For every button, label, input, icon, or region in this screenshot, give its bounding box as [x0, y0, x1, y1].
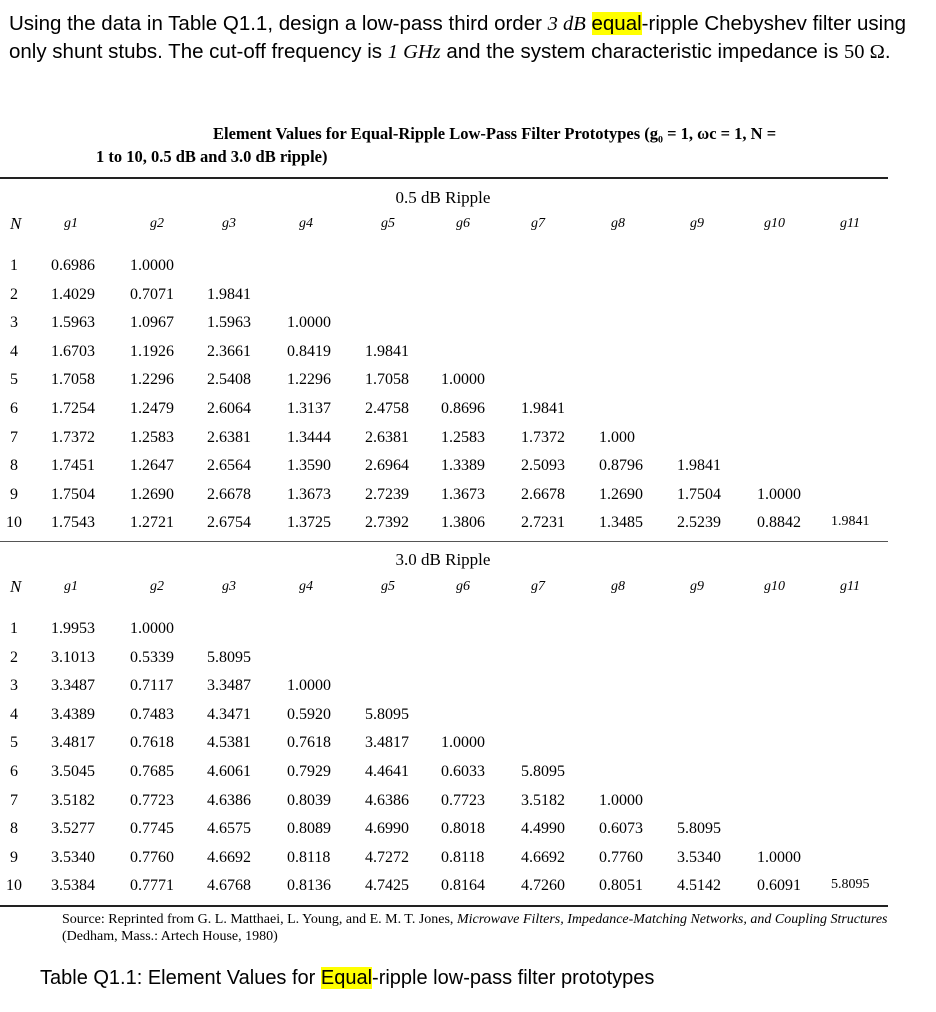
column-header: g11: [840, 216, 860, 231]
table-cell: 0.7723: [441, 791, 485, 809]
table-cell: 4.6575: [207, 820, 251, 838]
source-book-title: Microwave Filters, Impedance-Matching Networks, and Coupling Structures: [456, 912, 888, 927]
table-cell: 1.7058: [365, 371, 409, 389]
table-cell: 1.9841: [365, 342, 409, 360]
table-cell: 3.4817: [365, 734, 409, 752]
table-cell: 1.2647: [130, 457, 174, 475]
table-cell: 1.3673: [441, 485, 485, 503]
table-cell: 1.0000: [441, 734, 485, 752]
table-cell: 0.7483: [130, 705, 174, 723]
table-cell: 1.9841: [521, 400, 565, 417]
table-cell: 0.8118: [287, 848, 331, 866]
row-index-cell: 1: [10, 620, 18, 637]
row-index-cell: 8: [10, 457, 18, 475]
table-cell: 2.7239: [365, 485, 409, 503]
section-separator-rule: [0, 541, 888, 542]
table-cell: 4.7425: [365, 877, 409, 895]
table-cell: 4.6061: [207, 763, 251, 780]
table-cell: 0.6033: [441, 763, 485, 780]
table-cell: 0.8164: [441, 877, 485, 895]
table-cell: 0.8051: [599, 877, 643, 895]
column-header: g5: [381, 216, 395, 231]
row-index-cell: 6: [10, 400, 18, 417]
table-cell: 1.0000: [287, 677, 331, 695]
table-cell: 1.3806: [441, 514, 485, 532]
table-cell: 1.3725: [287, 514, 331, 532]
table-cell: 0.7618: [287, 734, 331, 752]
table-cell: 0.8018: [441, 820, 485, 838]
column-header: N: [10, 214, 22, 233]
table-cell: 0.8419: [287, 342, 331, 360]
column-header: N: [10, 577, 22, 596]
table-cell: 1.0967: [130, 314, 174, 332]
row-index-cell: 3: [10, 677, 18, 695]
section-title: [0, 188, 936, 208]
table-cell: 1.5963: [51, 314, 95, 332]
question-period: .: [884, 40, 891, 63]
table-cell: 0.8136: [287, 877, 331, 895]
table-cell: 1.7504: [51, 485, 95, 503]
table-cell: 3.1013: [51, 648, 95, 666]
table-cell: 1.3673: [287, 485, 331, 503]
row-index-cell: 7: [10, 428, 18, 446]
table-cell: 1.2583: [441, 428, 485, 446]
column-header: g2: [150, 216, 164, 231]
table-cell: 2.6381: [365, 428, 409, 446]
table-title-line1: Element Values for Equal-Ripple Low-Pass Filter Prototypes (g₀ = 1, ωc = 1, N =: [213, 124, 777, 143]
table-cell: 0.7071: [130, 285, 174, 303]
source-suffix: (Dedham, Mass.: Artech House, 1980): [62, 929, 278, 944]
table-cell: 4.5142: [677, 877, 721, 895]
table-cell: 1.7372: [521, 428, 565, 446]
column-header: g11: [840, 579, 860, 594]
table-cell: 1.9841: [207, 285, 251, 303]
caption-highlighted-word: Equal: [320, 967, 373, 989]
table-cell: 1.7372: [51, 428, 95, 446]
table-cell: 1.4029: [51, 285, 95, 303]
table-cell: 0.5339: [130, 648, 174, 666]
table-cell: 1.0000: [287, 314, 331, 332]
table-cell: 5.8095: [207, 648, 251, 666]
table-cell: 1.5963: [207, 314, 251, 332]
column-header: g6: [456, 579, 470, 594]
table-cell: 5.8095: [365, 705, 409, 723]
table-cell: 4.6692: [207, 848, 251, 866]
table-cell: 2.6678: [207, 485, 251, 503]
table-cell: 3.3487: [51, 677, 95, 695]
column-header: g1: [64, 579, 78, 594]
table-cell: 0.7760: [130, 848, 174, 866]
table-cell: 1.7543: [51, 514, 95, 532]
column-header: g7: [531, 216, 545, 231]
table-cell: 3.3487: [207, 677, 251, 695]
table-cell: 3.5182: [51, 791, 95, 809]
table-source-note: [62, 911, 902, 945]
table-cell: 1.3137: [287, 400, 331, 417]
question-part: -ripple Chebyshev filter using only shunt stubs. The cut-off frequency is: [9, 12, 907, 63]
row-index-cell: 4: [10, 342, 18, 360]
table-cell: 0.8842: [757, 514, 801, 532]
table-cell: 2.5408: [207, 371, 251, 389]
table-cell: 1.7451: [51, 457, 95, 475]
row-index-cell: 3: [10, 314, 18, 332]
table-cell: 1.7504: [677, 485, 721, 503]
table-cell: 1.6703: [51, 342, 95, 360]
table-cell: 1.9841: [831, 514, 870, 530]
column-header: g6: [456, 216, 470, 231]
table-cell: 0.8696: [441, 400, 485, 417]
section-title-text: 3.0 dB Ripple: [395, 550, 491, 569]
table-cell: 5.8095: [521, 763, 565, 780]
table-cell: 1.3389: [441, 457, 485, 475]
table-cell: 1.0000: [130, 257, 174, 274]
column-header: g8: [611, 579, 625, 594]
table-cell: 4.6386: [207, 791, 251, 809]
column-header: g10: [764, 579, 785, 594]
table-cell: 1.1926: [130, 342, 174, 360]
row-index-cell: 6: [10, 763, 18, 780]
row-index-cell: 5: [10, 371, 18, 389]
table-cell: 2.6964: [365, 457, 409, 475]
table-cell: 1.0000: [441, 371, 485, 389]
column-header: g4: [299, 216, 313, 231]
table-cell: 1.2296: [287, 371, 331, 389]
row-index-cell: 2: [10, 648, 18, 666]
table-cell: 2.6564: [207, 457, 251, 475]
column-header: g5: [381, 579, 395, 594]
row-index-cell: 8: [10, 820, 18, 838]
table-cell: 4.4641: [365, 763, 409, 780]
table-cell: 0.6986: [51, 257, 95, 274]
math-1ghz: 1 GHz: [387, 41, 441, 63]
table-cell: 1.2690: [599, 485, 643, 503]
table-cell: 4.6386: [365, 791, 409, 809]
table-cell: 2.4758: [365, 400, 409, 417]
table-cell: 1.0000: [599, 791, 643, 809]
table-cell: 2.6754: [207, 514, 251, 532]
table-cell: 0.5920: [287, 705, 331, 723]
top-rule: [0, 177, 888, 179]
table-cell: 0.8118: [441, 848, 485, 866]
table-title-line2: 1 to 10, 0.5 dB and 3.0 dB ripple): [96, 147, 328, 166]
table-cell: 0.8039: [287, 791, 331, 809]
table-cell: 4.3471: [207, 705, 251, 723]
question-text: [9, 10, 909, 66]
table-cell: 3.5384: [51, 877, 95, 895]
table-cell: 4.7272: [365, 848, 409, 866]
table-cell: 1.2690: [130, 485, 174, 503]
table-cell: 0.7771: [130, 877, 174, 895]
section-title-text: 0.5 dB Ripple: [395, 188, 491, 207]
table-cell: 1.3485: [599, 514, 643, 532]
question-space: [586, 12, 592, 35]
table-cell: 3.5340: [677, 848, 721, 866]
column-header: g10: [764, 216, 785, 231]
table-cell: 1.2721: [130, 514, 174, 532]
row-index-cell: 10: [6, 877, 22, 895]
math-3db: 3 dB: [547, 13, 586, 35]
table-cell: 3.5182: [521, 791, 565, 809]
column-header: g4: [299, 579, 313, 594]
column-header: g1: [64, 216, 78, 231]
table-cell: 0.7723: [130, 791, 174, 809]
table-cell: 0.8796: [599, 457, 643, 475]
table-cell: 2.7392: [365, 514, 409, 532]
table-cell: 4.4990: [521, 820, 565, 838]
math-50ohm: 50 Ω: [844, 41, 885, 63]
bottom-rule: [0, 905, 888, 907]
table-cell: 1.0000: [130, 620, 174, 637]
caption-part: -ripple low-pass filter prototypes: [372, 967, 655, 989]
table-cell: 4.6768: [207, 877, 251, 895]
column-header: g7: [531, 579, 545, 594]
table-cell: 4.7260: [521, 877, 565, 895]
row-index-cell: 9: [10, 485, 18, 503]
row-index-cell: 1: [10, 257, 18, 274]
column-header: g9: [690, 216, 704, 231]
table-cell: 1.2479: [130, 400, 174, 417]
row-index-cell: 5: [10, 734, 18, 752]
table-cell: 1.3590: [287, 457, 331, 475]
table-cell: 2.6678: [521, 485, 565, 503]
question-part: and the system characteristic impedance is: [440, 40, 845, 63]
highlighted-word: equal: [591, 12, 642, 35]
row-index-cell: 2: [10, 285, 18, 303]
table-cell: 1.9953: [51, 620, 95, 637]
table-caption: [40, 967, 654, 990]
table-cell: 1.000: [599, 428, 635, 446]
table-cell: 3.4817: [51, 734, 95, 752]
table-cell: 2.7231: [521, 514, 565, 532]
table-cell: 1.7058: [51, 371, 95, 389]
section-title: [0, 550, 936, 570]
column-header: g2: [150, 579, 164, 594]
table-cell: 3.4389: [51, 705, 95, 723]
table-cell: 0.6091: [757, 877, 801, 895]
table-cell: 0.7618: [130, 734, 174, 752]
row-index-cell: 10: [6, 514, 22, 532]
table-cell: 3.5340: [51, 848, 95, 866]
table-cell: 4.5381: [207, 734, 251, 752]
table-cell: 4.6990: [365, 820, 409, 838]
table-cell: 0.7685: [130, 763, 174, 780]
row-index-cell: 9: [10, 848, 18, 866]
column-header: g3: [222, 579, 236, 594]
table-cell: 0.7745: [130, 820, 174, 838]
row-index-cell: 4: [10, 705, 18, 723]
column-header: g9: [690, 579, 704, 594]
table-cell: 4.6692: [521, 848, 565, 866]
table-cell: 0.7117: [130, 677, 174, 695]
table-cell: 2.6381: [207, 428, 251, 446]
caption-part: Table Q1.1: Element Values for: [40, 967, 321, 989]
table-cell: 1.3444: [287, 428, 331, 446]
table-cell: 1.2583: [130, 428, 174, 446]
table-cell: 0.7760: [599, 848, 643, 866]
row-index-cell: 7: [10, 791, 18, 809]
table-cell: 2.5093: [521, 457, 565, 475]
table-cell: 1.2296: [130, 371, 174, 389]
table-cell: 1.0000: [757, 848, 801, 866]
table-cell: 2.6064: [207, 400, 251, 417]
table-cell: 0.8089: [287, 820, 331, 838]
table-cell: 1.7254: [51, 400, 95, 417]
table-cell: 3.5045: [51, 763, 95, 780]
table-cell: 0.6073: [599, 820, 643, 838]
table-cell: 5.8095: [677, 820, 721, 838]
table-cell: 2.5239: [677, 514, 721, 532]
table-cell: 0.7929: [287, 763, 331, 780]
table-cell: 1.0000: [757, 485, 801, 503]
source-prefix: Source: Reprinted from G. L. Matthaei, L. Young, and E. M. T. Jones,: [62, 912, 457, 927]
column-header: g3: [222, 216, 236, 231]
column-header: g8: [611, 216, 625, 231]
table-cell: 5.8095: [831, 877, 870, 893]
table-cell: 3.5277: [51, 820, 95, 838]
table-cell: 2.3661: [207, 342, 251, 360]
table-cell: 1.9841: [677, 457, 721, 475]
question-part: Using the data in Table Q1.1, design a low-pass third order: [9, 12, 548, 35]
